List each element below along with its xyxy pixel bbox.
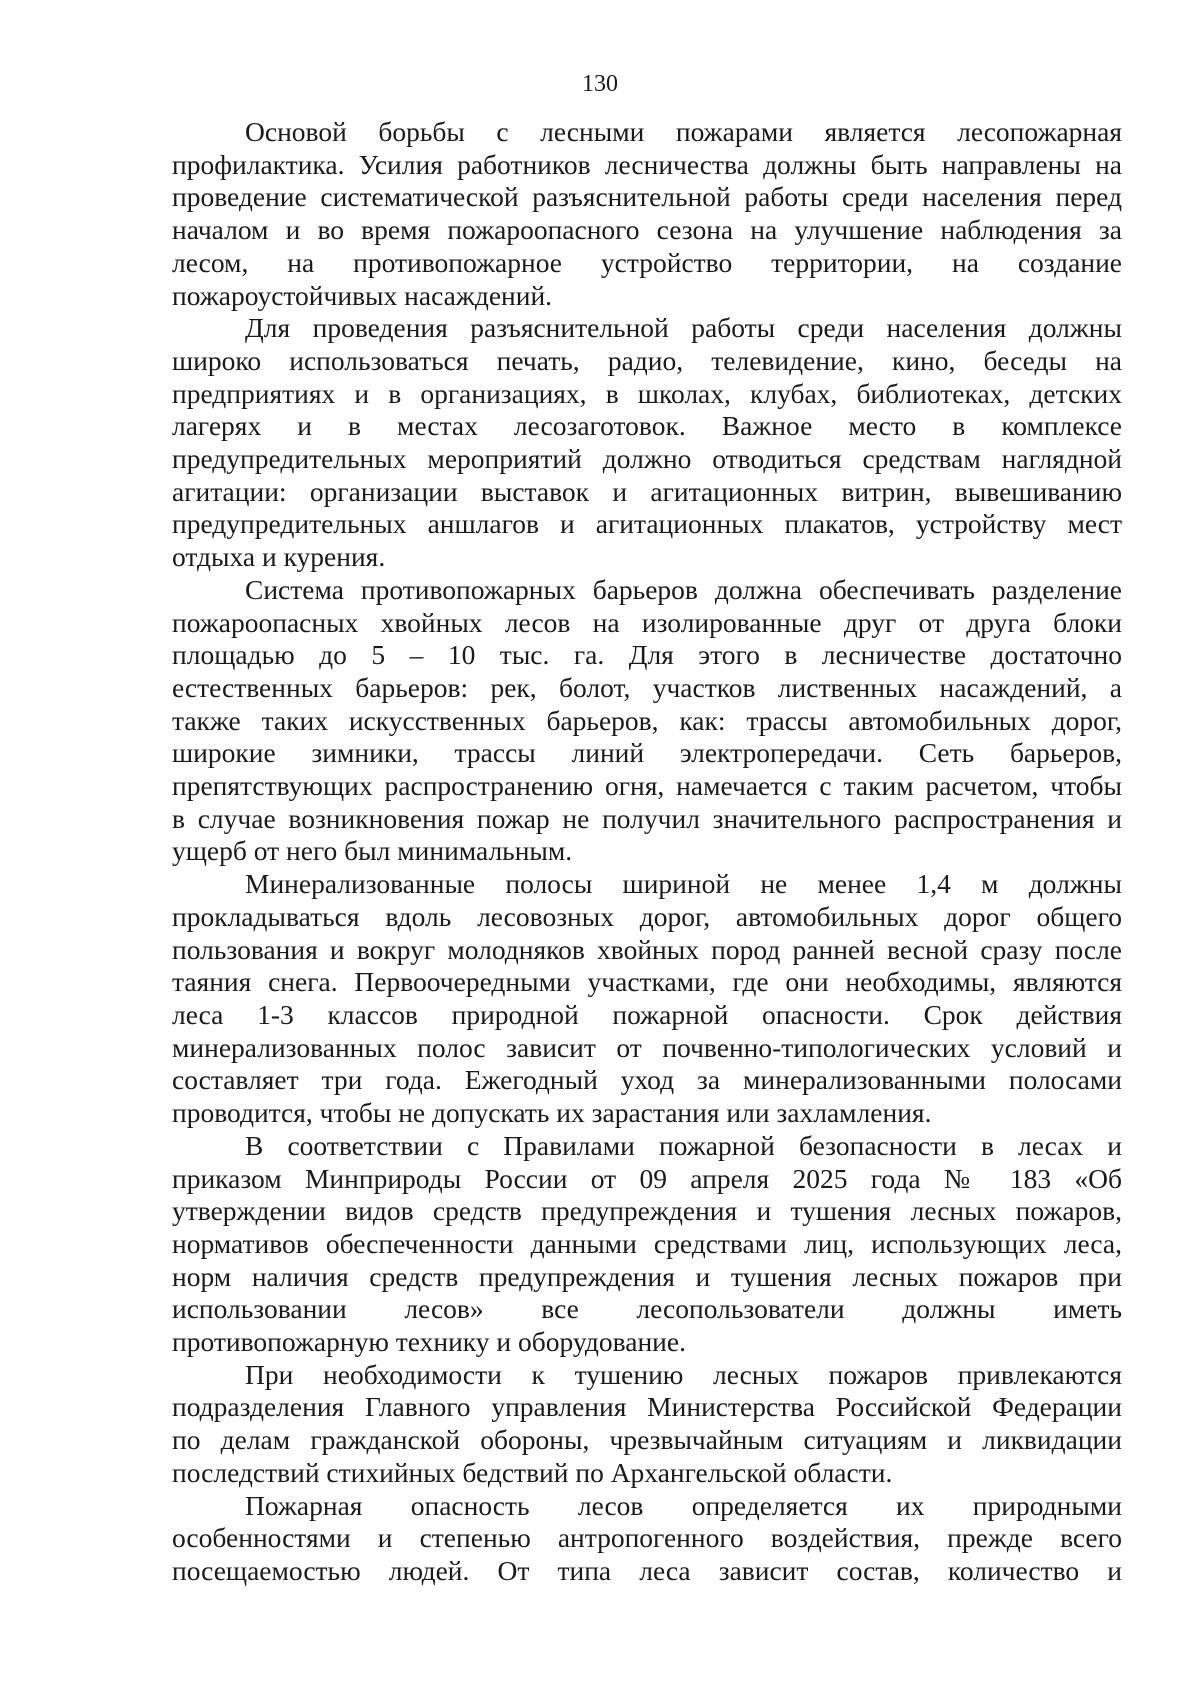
text-line: приказом Минприроды России от 09 апреля 2025 года № 183 «Об <box>172 1162 1122 1194</box>
text-line: лагерях и в местах лесозаготовок. Важное место в комплексе <box>172 410 1122 442</box>
text-line: ущерб от него был минимальным. <box>172 835 573 867</box>
text-line: Для проведения разъяснительной работы среди населения должны <box>245 312 1122 344</box>
text-line: леса 1-3 классов природной пожарной опасности. Срок действия <box>172 998 1122 1030</box>
text-line: минерализованных полос зависит от почвенно-типологических условий и <box>172 1031 1122 1063</box>
text-line: проводится, чтобы не допускать их зарастания или захламления. <box>172 1097 932 1129</box>
text-line: предупредительных аншлагов и агитационных плакатов, устройству мест <box>172 508 1122 540</box>
text-line: предприятиях и в организациях, в школах, клубах, библиотеках, детских <box>172 377 1122 409</box>
text-line: в случае возникновения пожар не получил значительного распространения и <box>172 802 1122 834</box>
text-line: особенностями и степенью антропогенного воздействия, прежде всего <box>172 1522 1122 1554</box>
text-line: подразделения Главного управления Министерства Российской Федерации <box>172 1391 1122 1423</box>
text-line: нормативов обеспеченности данными средствами лиц, использующих леса, <box>172 1227 1122 1259</box>
text-line: В соответствии с Правилами пожарной безопасности в лесах и <box>245 1129 1122 1161</box>
text-line: пожароустойчивых насаждений. <box>172 279 553 311</box>
text-line: по делам гражданской обороны, чрезвычайным ситуациям и ликвидации <box>172 1424 1122 1456</box>
body-text <box>172 116 1122 1588</box>
page-number: 130 <box>582 71 618 97</box>
text-line: таяния снега. Первоочередными участками, где они необходимы, являются <box>172 966 1122 998</box>
text-line: Основой борьбы с лесными пожарами является лесопожарная <box>245 116 1122 147</box>
paragraph <box>172 574 1122 868</box>
text-line: проведение систематической разъяснительной работы среди населения перед <box>172 181 1122 213</box>
text-line: пожароопасных хвойных лесов на изолированные друг от друга блоки <box>172 606 1122 638</box>
text-line: посещаемостью людей. От типа леса зависит состав, количество и <box>172 1554 1122 1586</box>
text-line: лесом, на противопожарное устройство территории, на создание <box>172 246 1122 278</box>
paragraph <box>172 1359 1122 1490</box>
paragraph <box>172 1490 1122 1588</box>
text-line: площадью до 5 – 10 тыс. га. Для этого в лесничестве достаточно <box>172 639 1122 671</box>
text-line: широкие зимники, трассы линий электропередачи. Сеть барьеров, <box>172 737 1122 769</box>
text-line: предупредительных мероприятий должно отводиться средствам наглядной <box>172 443 1122 475</box>
text-line: естественных барьеров: рек, болот, участков лиственных насаждений, а <box>172 671 1122 703</box>
text-line: норм наличия средств предупреждения и тушения лесных пожаров при <box>172 1260 1122 1292</box>
text-line: прокладываться вдоль лесовозных дорог, автомобильных дорог общего <box>172 900 1122 932</box>
text-line: началом и во время пожароопасного сезона на улучшение наблюдения за <box>172 214 1122 246</box>
text-line: отдыха и курения. <box>172 541 386 573</box>
paragraph <box>172 868 1122 1130</box>
text-line: Пожарная опасность лесов определяется их природными <box>245 1489 1122 1521</box>
text-line: противопожарную технику и оборудование. <box>172 1326 686 1358</box>
paragraph <box>172 1130 1122 1359</box>
text-line: составляет три года. Ежегодный уход за минерализованными полосами <box>172 1064 1122 1096</box>
paragraph <box>172 312 1122 574</box>
text-line: широко использоваться печать, радио, телевидение, кино, беседы на <box>172 344 1122 376</box>
text-line: При необходимости к тушению лесных пожаров привлекаются <box>245 1358 1122 1390</box>
text-line: препятствующих распространению огня, намечается с таким расчетом, чтобы <box>172 770 1122 802</box>
text-line: также таких искусственных барьеров, как: трассы автомобильных дорог, <box>172 704 1122 736</box>
text-line: использовании лесов» все лесопользователи должны иметь <box>172 1293 1122 1325</box>
text-line: профилактика. Усилия работников лесничества должны быть направлены на <box>172 148 1122 180</box>
paragraph <box>172 116 1122 312</box>
text-line: агитации: организации выставок и агитационных витрин, вывешиванию <box>172 475 1122 507</box>
text-line: Минерализованные полосы шириной не менее 1,4 м должны <box>245 868 1122 900</box>
text-line: Система противопожарных барьеров должна обеспечивать разделение <box>245 573 1122 605</box>
text-line: последствий стихийных бедствий по Архангельской области. <box>172 1456 893 1488</box>
text-line: утверждении видов средств предупреждения и тушения лесных пожаров, <box>172 1195 1122 1227</box>
text-line: пользования и вокруг молодняков хвойных пород ранней весной сразу после <box>172 933 1122 965</box>
